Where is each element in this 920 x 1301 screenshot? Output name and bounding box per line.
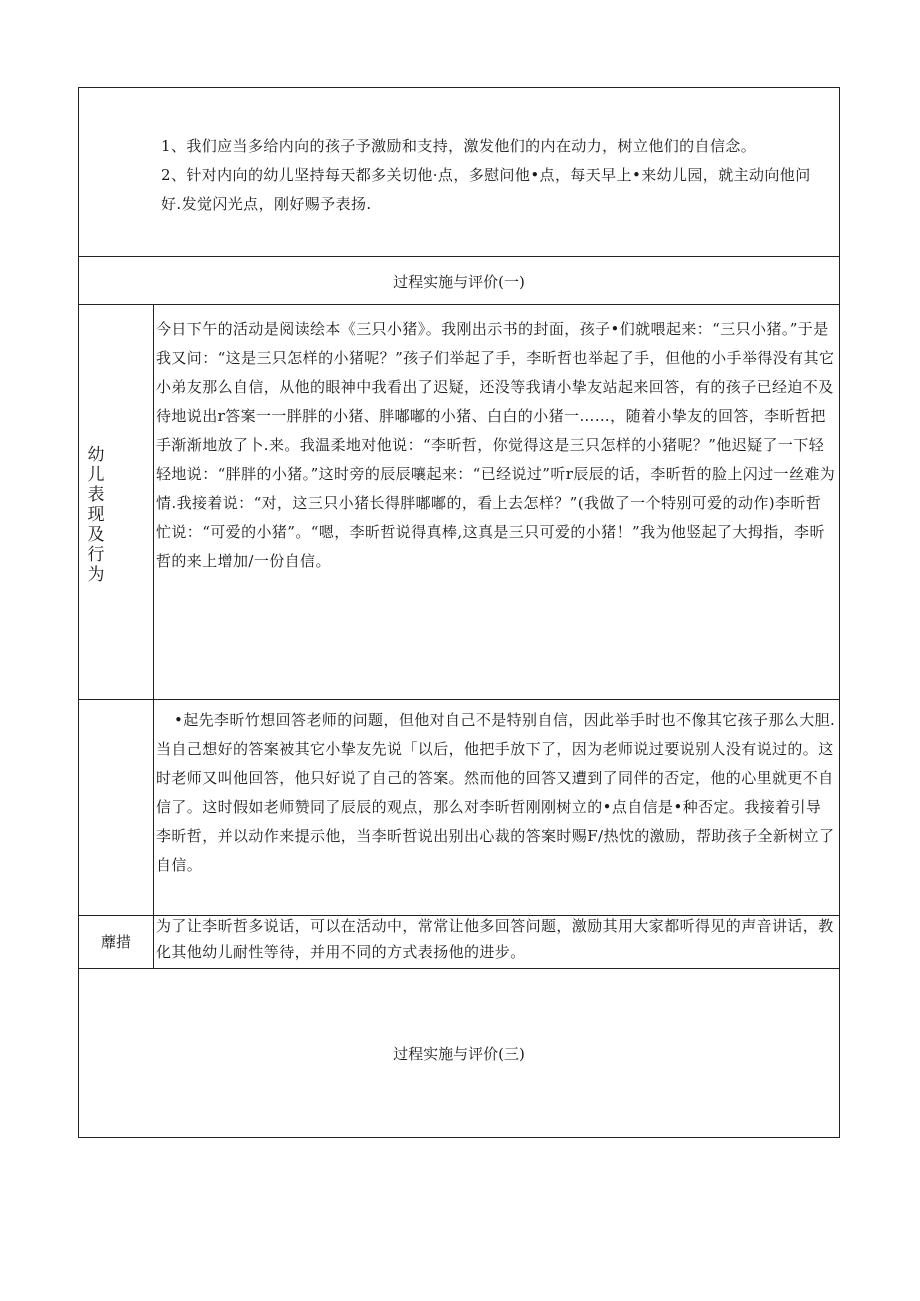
process-heading-3: 过程实施与评价(三) <box>393 1045 525 1063</box>
measures2-label-cell <box>79 916 154 968</box>
process-heading-row-1 <box>79 257 839 305</box>
analysis-label-cell <box>79 700 154 915</box>
measure-item-1: 1、我们应当多给内向的孩子予激励和支持，激发他们的内在动力，树立他们的自信念。 <box>161 137 757 155</box>
behavior-text: 今日下午的活动是阅读绘本《三只小猪》。我刚出示书的封面，孩子•们就喂起来：“三只小猪。”于是我又问：“这是三只怎样的小猪呢？”孩子们举起了手，李昕哲也举起了手，但他的小手举得没有其它小弟友那么自信，从他的眼神中我看出了迟疑，还没等我请小挚友站起来回答，有的孩子已经迫不及待地说出r答案一一胖胖的小猪、胖嘟嘟的小猪、白白的小猪一……，随着小挚友的回答，李昕哲把手渐渐地放了卜.来。我温柔地对他说：“李昕哲，你觉得这是三只怎样的小猪呢？”他迟疑了一下轻轻地说：“胖胖的小猪。”这时旁的辰辰嚷起来：“已经说过”听r辰辰的话，李昕哲的脸上闪过一丝难为情.我接着说：“对，这三只小猪长得胖嘟嘟的，看上去怎样？”(我做了一个特别可爱的动作)李昕哲忙说：“可爱的小猪”。“嗯，李昕哲说得真棒,这真是三只可爱的小猪！”我为他竖起了大拇指，李昕哲的来上增加/一份自信。 <box>156 320 836 570</box>
measures-text <box>161 132 827 219</box>
analysis-row <box>79 700 839 916</box>
analysis-text: •起先李昕竹想回答老师的问题，但他对自己不是特别自信，因此举手时也不像其它孩子那么大胆.当自己想好的答案被其它小挚友先说「以后，他把手放下了，因为老师说过要说别人没有说过的。这时老师又叫他回答，他只好说了自己的答案。然而他的回答又遭到了同伴的否定，他的心里就更不自信了。这时假如老师赞同了辰辰的观点，那么对李昕哲刚刚树立的•点自信是•种否定。我接着引导李昕哲，并以动作来提示他，当李昕哲说出别出心裁的答案时赐F/热忱的激励，帮助孩子全新树立了自信。 <box>156 711 836 874</box>
behavior-row <box>79 305 839 700</box>
measures2-label: 蘼措 <box>101 933 132 951</box>
measures-row <box>79 88 839 257</box>
measures2-text: 为了让李昕哲多说话，可以在活动中，常常让他多回答问题，激励其用大家都听得见的声音讲话，教化其他幼儿耐性等待，并用不同的方式表扬他的进步。 <box>156 917 834 961</box>
record-table <box>78 87 840 1138</box>
behavior-label: 幼 儿 表 现 及 行 为 <box>87 445 105 585</box>
process-heading-row-3 <box>79 969 839 1137</box>
behavior-label-cell <box>79 305 154 699</box>
process-heading-1: 过程实施与评价(一) <box>393 273 525 291</box>
measure-item-2: 2、针对内向的幼儿坚持每天都多关切他·点，多慰问他•点，每天早上•来幼儿园，就主动向他问好.发觉闪光点，刚好赐予表扬. <box>161 166 811 213</box>
measures2-row <box>79 916 839 969</box>
